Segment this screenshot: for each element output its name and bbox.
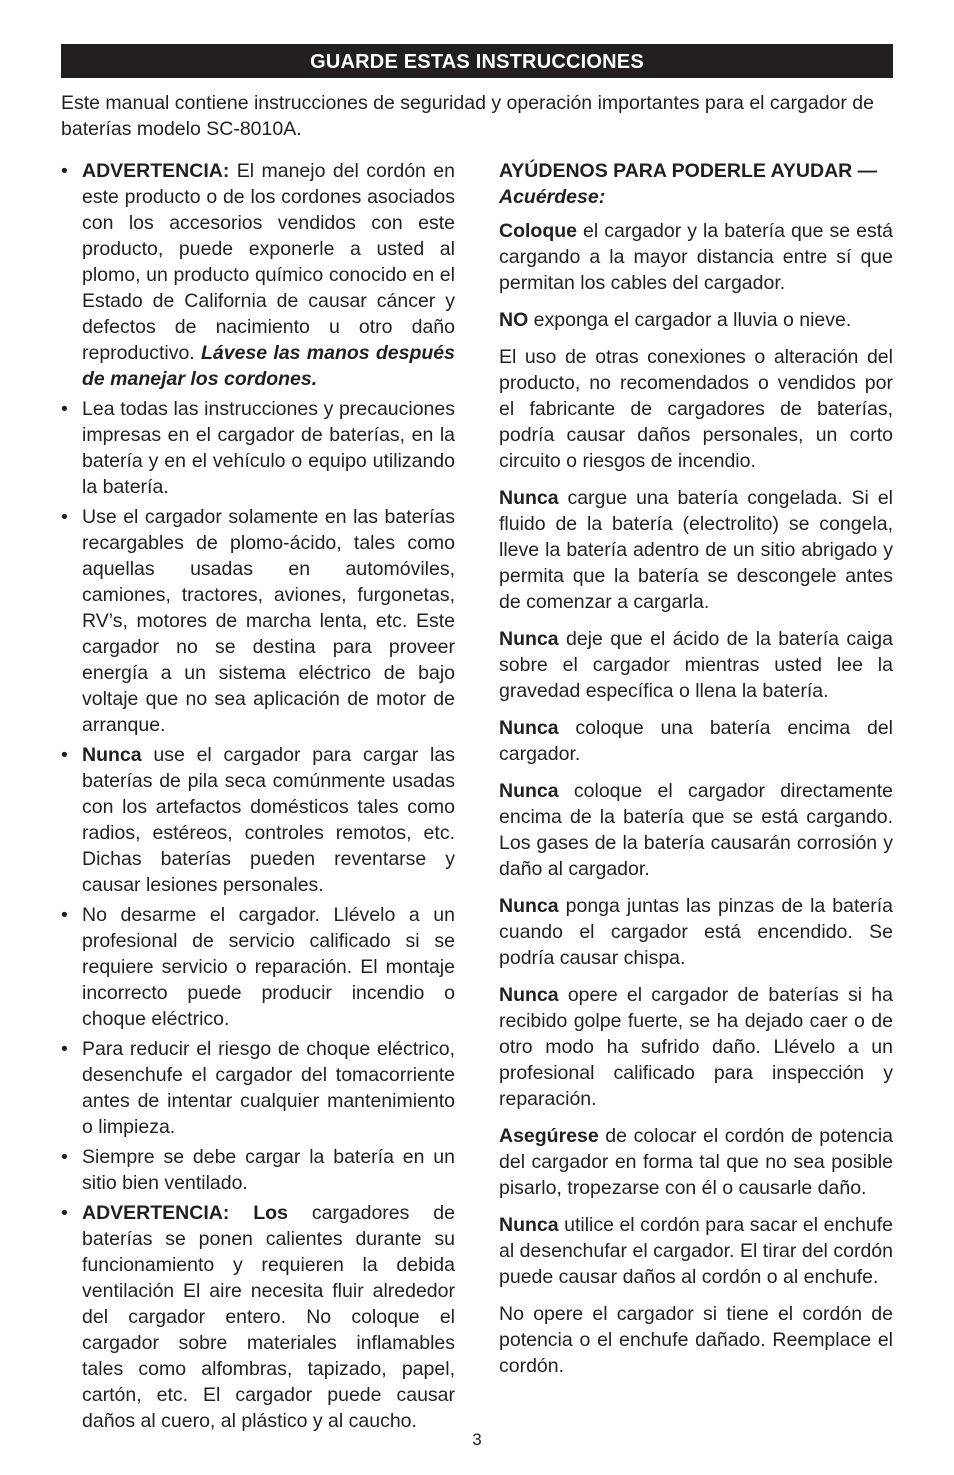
caution-paragraph: Nunca coloque una batería encima del cargador. [499,717,893,765]
section-banner: GUARDE ESTAS INSTRUCCIONES [61,44,893,78]
caution-paragraph: Nunca ponga juntas las pinzas de la batería cuando el cargador está encendido. Se podría causar chispa. [499,895,893,969]
caution-paragraph: NO exponga el cargador a lluvia o nieve. [499,309,852,331]
intro-paragraph: Este manual contiene instrucciones de seguridad y operación importantes para el cargador de baterías modelo SC-8010A. [61,92,874,140]
safety-bullet-list [61,158,455,1434]
bullet-item: • No desarme el cargador. Llévelo a un profesional de servicio calificado si se requiere servicio o reparación. El montaje incorrecto puede producir incendio o choque eléctrico. [61,904,455,1030]
reminder-heading: AYÚDENOS PARA PODERLE AYUDAR — Acuérdese: [499,160,878,208]
caution-paragraph: Nunca deje que el ácido de la batería caiga sobre el cargador mientras usted lee la gravedad específica o llena la batería. [499,628,893,702]
caution-paragraph: Nunca opere el cargador de baterías si ha recibido golpe fuerte, se ha dejado caer o de otro modo ha sufrido daño. Llévelo a un profesional calificado para inspección y reparación. [499,984,893,1110]
caution-paragraph: El uso de otras conexiones o alteración del producto, no recomendados o vendidos por el fabricante de cargadores de baterías, podría causar daños personales, un corto circuito o riesgos de incendio. [499,346,893,472]
bullet-item: • Use el cargador solamente en las baterías recargables de plomo-ácido, tales como aquellas usadas en automóviles, camiones, tractores, aviones, furgonetas, RV’s, motores de marcha lenta, etc. Este cargador no se destina para proveer energía a un sistema eléctrico de bajo voltaje que no sea aplicación de motor de arranque. [61,506,455,736]
manual-page [61,44,893,1438]
bullet-item: • Nunca use el cargador para cargar las baterías de pila seca comúnmente usadas con los artefactos domésticos tales como radios, estéreos, controles remotos, etc. Dichas baterías pueden reventarse y causar lesiones personales. [61,744,455,896]
caution-paragraph: Nunca utilice el cordón para sacar el enchufe al desenchufar el cargador. El tirar del cordón puede causar daños al cordón o al enchufe. [499,1214,893,1288]
left-column [61,158,455,1438]
bullet-item: • ADVERTENCIA: Los cargadores de baterías se ponen calientes durante su funcionamiento y requieren la debida ventilación El aire necesita fluir alrededor del cargador entero. No coloque el cargador sobre materiales inflamables tales como alfombras, tapizado, papel, cartón, etc. El cargador puede causar daños al cuero, al plástico y al caucho. [61,1202,455,1432]
right-column [499,158,893,1438]
caution-paragraph: Nunca cargue una batería congelada. Si el fluido de la batería (electrolito) se congela, lleve la batería adentro de un sitio abrigado y permita que la batería se descongele antes de comenzar a cargarla. [499,487,893,613]
caution-paragraph: Asegúrese de colocar el cordón de potencia del cargador en forma tal que no sea posible pisarlo, tropezarse con él o causarle daño. [499,1125,893,1199]
caution-paragraph: No opere el cargador si tiene el cordón de potencia o el enchufe dañado. Reemplace el cordón. [499,1303,893,1377]
bullet-item: • ADVERTENCIA: El manejo del cordón en este producto o de los cordones asociados con los accesorios vendidos con este producto, puede exponerle a usted al plomo, un producto químico conocido en el Estado de California de causar cáncer y defectos de nacimiento u otro daño reproductivo. Lávese las manos después de manejar los cordones. [61,160,455,390]
bullet-item: • Lea todas las instrucciones y precauciones impresas en el cargador de baterías, en la batería y en el vehículo o equipo utilizando la batería. [61,398,455,498]
caution-paragraph: Nunca coloque el cargador directamente encima de la batería que se está cargando. Los gases de la batería causarán corrosión y daño al cargador. [499,780,893,880]
bullet-item: • Siempre se debe cargar la batería en un sitio bien ventilado. [61,1146,455,1194]
two-column-body [61,158,893,1438]
page-number: 3 [472,1430,482,1449]
caution-paragraph: Coloque el cargador y la batería que se está cargando a la mayor distancia entre sí que permitan los cables del cargador. [499,220,893,294]
bullet-item: • Para reducir el riesgo de choque eléctrico, desenchufe el cargador del tomacorriente antes de intentar cualquier mantenimiento o limpieza. [61,1038,455,1138]
